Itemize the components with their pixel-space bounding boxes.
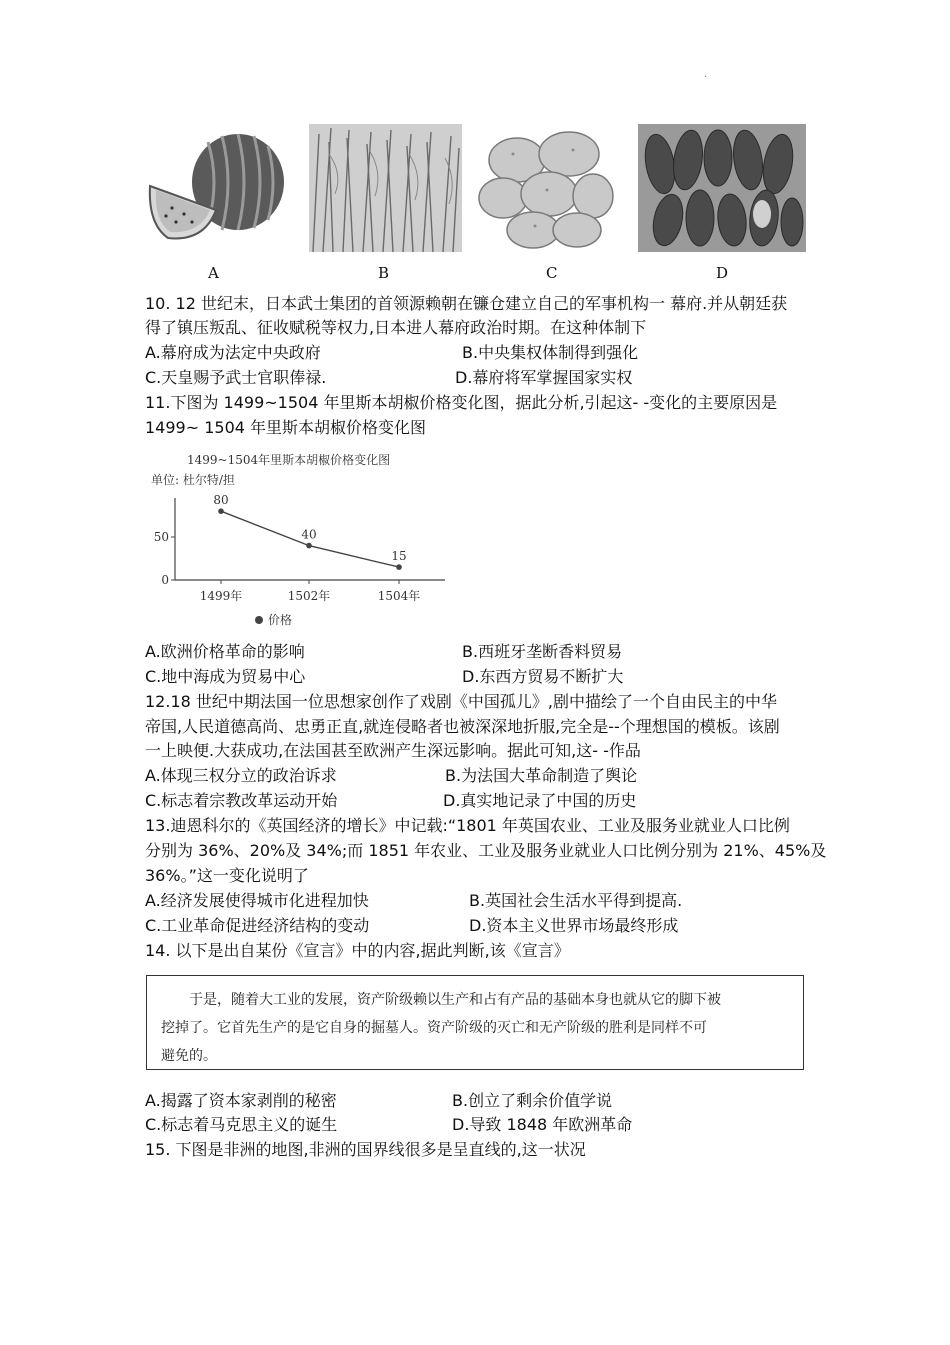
potatoes-image [477,124,615,252]
image-label-b: B [378,264,390,282]
chart-x-tick-label: 1504年 [377,589,421,603]
chart-data-label: 80 [213,493,229,508]
q13-option-a: A.经济发展使得城市化进程加快 [145,891,369,910]
q14-quote-line-2: 挖掉了。它首先生产的是它自身的掘墓人。资产阶级的灭亡和无产阶级的胜利是同样不可 [161,1020,707,1036]
q11-option-b: B.西班牙垄断香料贸易 [462,642,623,661]
pepper-price-chart [145,450,455,639]
q11-option-a: A.欧洲价格革命的影响 [145,642,305,661]
q11-stem-line-1: 11.下图为 1499~1504 年里斯本胡椒价格变化图，据此分析,引起这- -变化的主要原因是 [145,393,778,412]
q13-option-d: D.资本主义世界市场最终形成 [469,916,679,935]
q13-stem-line-3: 36%。”这一变化说明了 [145,866,309,885]
image-label-d: D [716,264,729,282]
q14-option-a: A.揭露了资本家剥削的秘密 [145,1091,337,1110]
sweet-potatoes-image [638,124,806,252]
q14-option-c: C.标志着马克思主义的诞生 [145,1115,338,1134]
q15-stem: 15. 下图是非洲的地图,非洲的国界线很多是呈直线的,这一状况 [145,1140,586,1159]
chart-x-tick-label: 1502年 [287,589,331,603]
q10-option-c: C.天皇赐予武士官职俸禄. [145,368,327,387]
page-mark: · [704,72,708,83]
q12-option-d: D.真实地记录了中国的历史 [443,791,637,810]
q12-stem-line-2: 帝国,人民道德高尚、忠勇正直,就连侵略者也被深深地折服,完全是--个理想国的模板。该剧 [145,717,780,736]
chart-data-point [218,508,224,514]
watermelon-image [146,124,288,252]
q13-option-c: C.工业革命促进经济结构的变动 [145,916,370,935]
image-label-c: C [546,264,558,282]
q14-stem: 14. 以下是出自某份《宣言》中的内容,据此判断,该《宣言》 [145,941,570,960]
chart-data-label: 15 [391,549,407,564]
image-label-a: A [208,264,219,282]
q13-option-b: B.英国社会生活水平得到提高. [469,891,683,910]
q14-option-b: B.创立了剩余价值学说 [452,1091,613,1110]
q14-quote-box [146,975,804,1070]
chart-y-tick-label: 50 [153,530,169,544]
q10-option-b: B.中央集权体制得到强化 [462,343,639,362]
q13-stem-line-1: 13.迪恩科尔的《英国经济的增长》中记载:“1801 年英国农业、工业及服务业就业人口比例 [145,816,790,835]
rice-field-image [309,124,462,252]
chart-y-tick-label: 0 [161,573,169,587]
q11-option-c: C.地中海成为贸易中心 [145,667,306,686]
q10-option-a: A.幕府成为法定中央政府 [145,343,321,362]
q11-stem-line-2: 1499~ 1504 年里斯本胡椒价格变化图 [145,418,427,437]
q14-option-d: D.导致 1848 年欧洲革命 [452,1115,633,1134]
q11-option-d: D.东西方贸易不断扩大 [462,667,624,686]
chart-data-label: 40 [301,527,317,542]
q10-stem-line-1: 10. 12 世纪末，日本武士集团的首领源赖朝在镰仓建立自己的军事机构一 幕府.并从朝廷获 [145,294,788,313]
q12-stem-line-3: 一上映便.大获成功,在法国甚至欧洲产生深远影响。据此可知,这- -作品 [145,741,641,760]
chart-legend-label: 价格 [268,613,293,627]
q14-quote-line-3: 避免的。 [161,1048,217,1064]
chart-data-point [306,543,312,549]
q12-option-c: C.标志着宗教改革运动开始 [145,791,338,810]
q12-stem-line-1: 12.18 世纪中期法国一位思想家创作了戏剧《中国孤儿》,剧中描绘了一个自由民主的中华 [145,692,777,711]
chart-unit-label: 单位: 杜尔特/担 [151,473,235,487]
q12-option-b: B.为法国大革命制造了舆论 [445,766,638,785]
q14-quote-line-1: 于是，随着大工业的发展，资产阶级赖以生产和占有产品的基础本身也就从它的脚下被 [189,992,721,1008]
pepper-price-chart-svg [145,450,455,635]
chart-x-tick-label: 1499年 [199,589,243,603]
q12-option-a: A.体现三权分立的政治诉求 [145,766,337,785]
chart-title: 1499~1504年里斯本胡椒价格变化图 [187,453,391,467]
q13-stem-line-2: 分别为 36%、20%及 34%;而 1851 年农业、工业及服务业就业人口比例分别为 21%、45%及 [145,841,827,860]
chart-legend-swatch [255,616,263,624]
q10-stem-line-2: 得了镇压叛乱、征收赋税等权力,日本进人幕府政治时期。在这种体制下 [145,318,647,337]
chart-data-point [396,564,402,570]
q10-option-d: D.幕府将军掌握国家实权 [455,368,633,387]
